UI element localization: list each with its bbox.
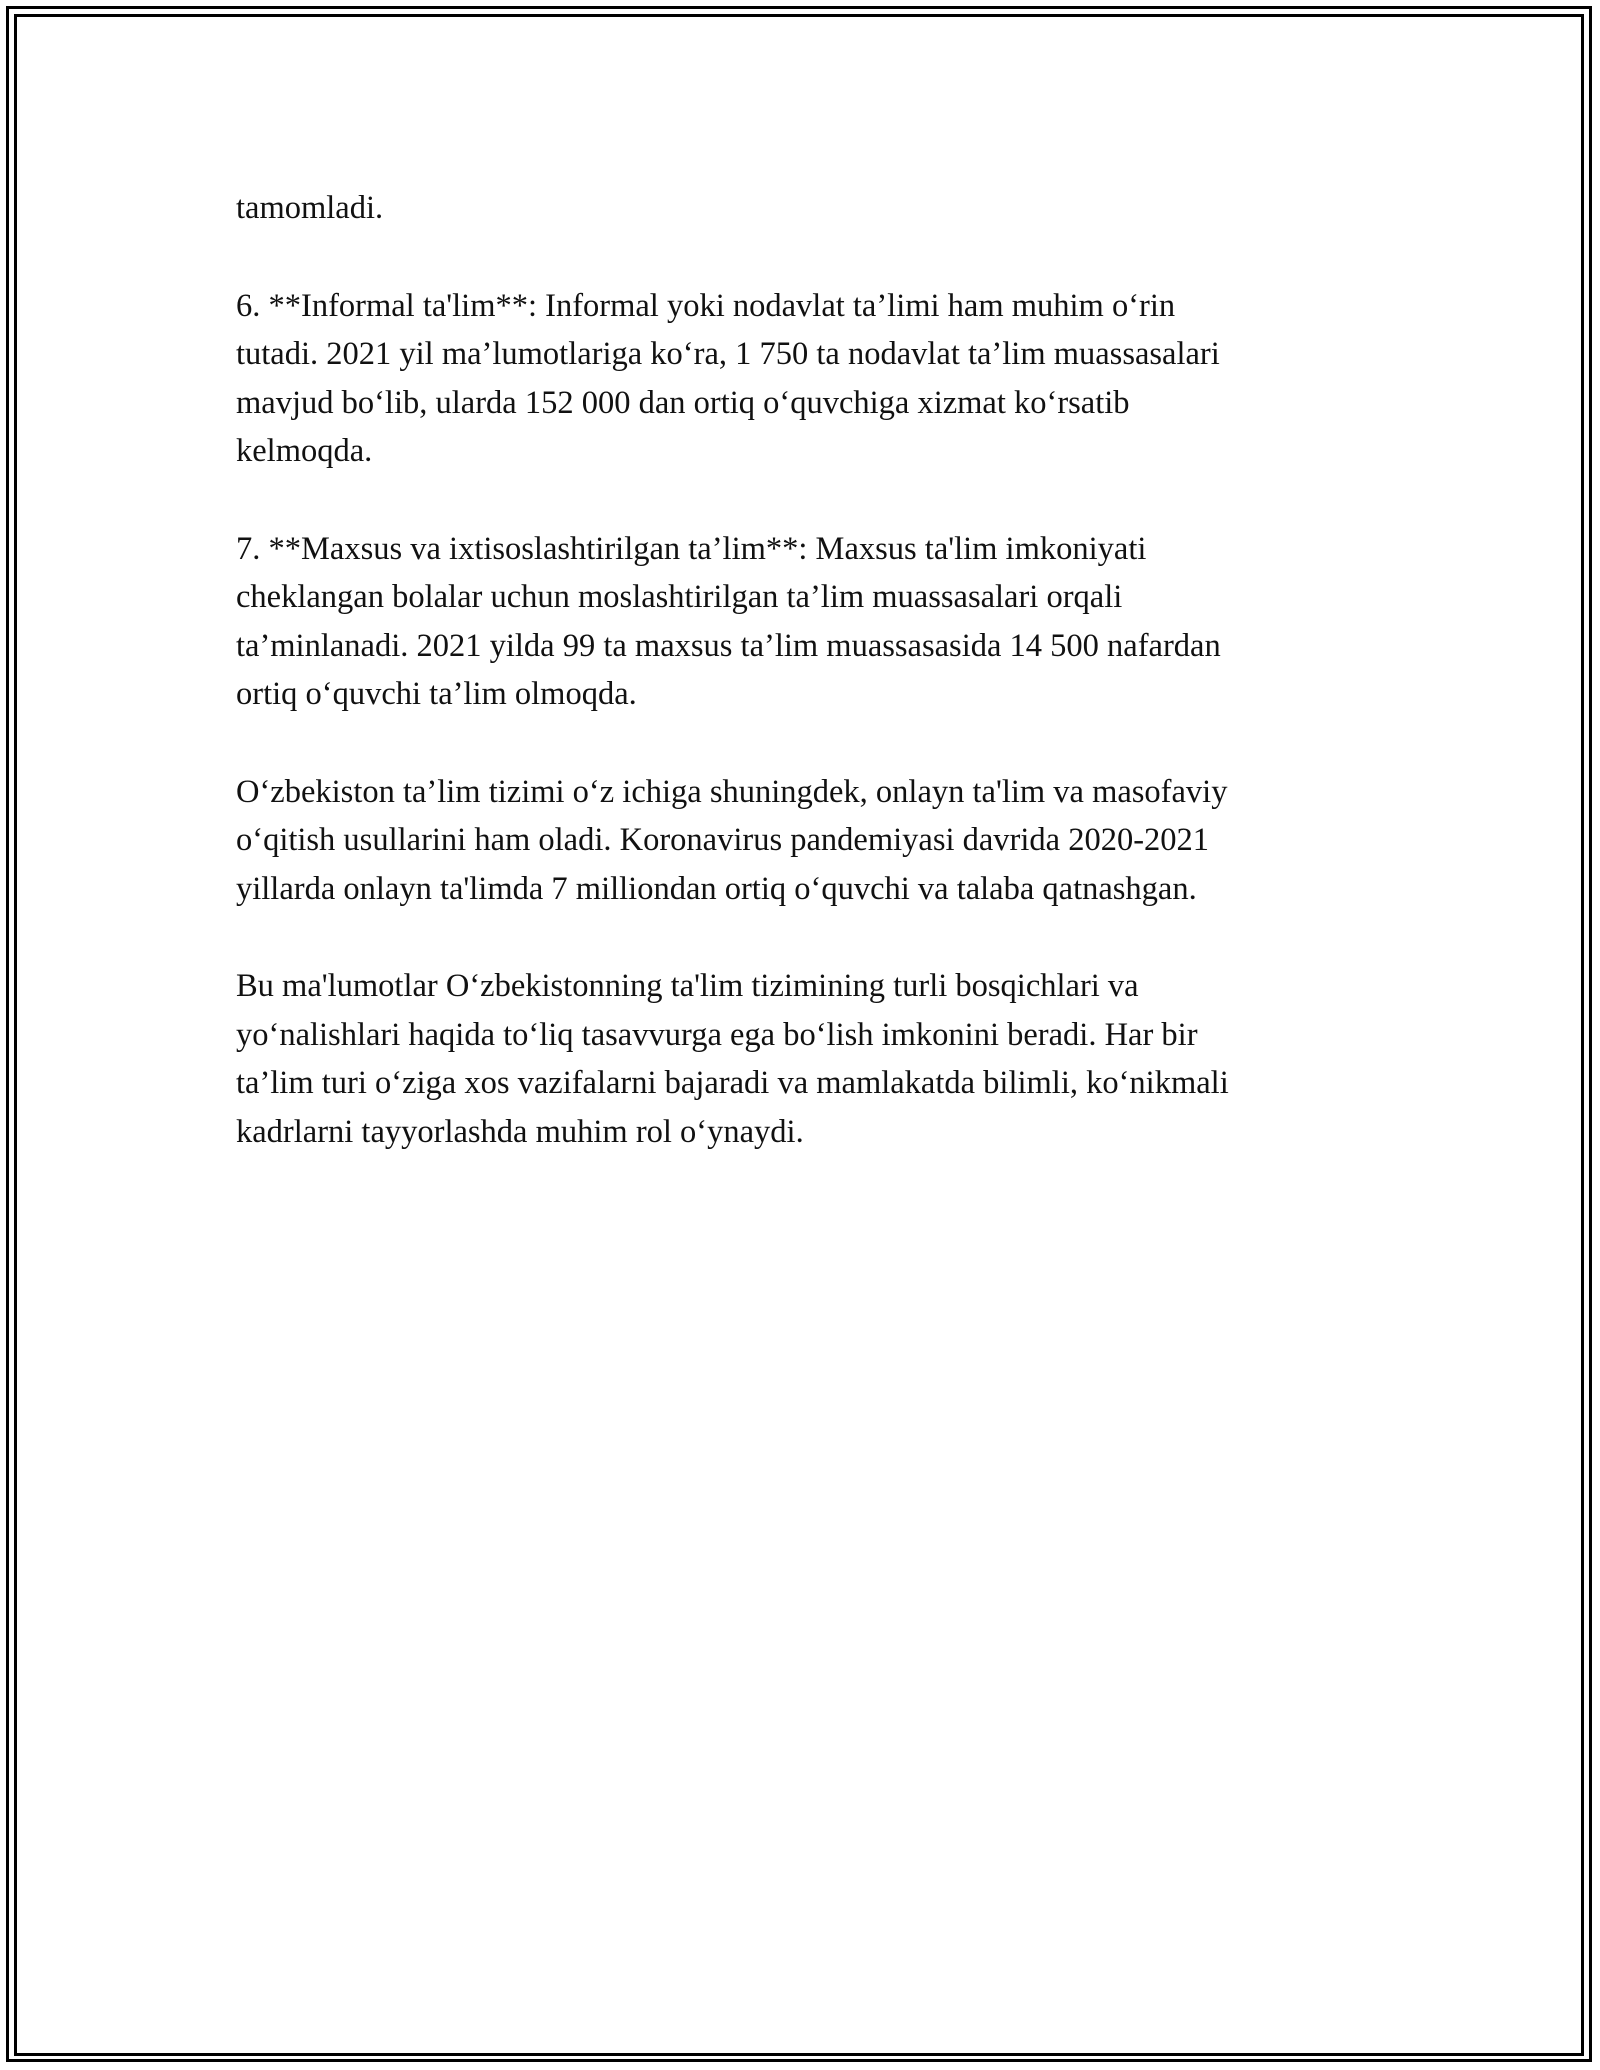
text-line: O‘zbekiston ta’lim tizimi o‘z ichiga shuningdek, onlayn ta'lim va masofaviy — [236, 773, 1228, 810]
text-line: o‘qitish usullarini ham oladi. Koronavirus pandemiyasi davrida 2020-2021 — [236, 822, 1210, 858]
text-line: tamomladi. — [236, 190, 384, 226]
text-line: ortiq o‘quvchi ta’lim olmoqda. — [236, 676, 637, 712]
text-line: ta’minlanadi. 2021 yilda 99 ta maxsus ta’lim muassasasida 14 500 nafardan — [236, 627, 1221, 664]
paragraph-special-education — [236, 525, 1376, 719]
text-line: yillarda onlayn ta'limda 7 milliondan ortiq o‘quvchi va talaba qatnashgan. — [236, 870, 1197, 907]
text-line: tutadi. 2021 yil ma’lumotlariga ko‘ra, 1 750 ta nodavlat ta’lim muassasalari — [236, 336, 1220, 372]
text-line: yo‘nalishlari haqida to‘liq tasavvurga ega bo‘lish imkonini beradi. Har bir — [236, 1016, 1198, 1053]
text-line: kadrlarni tayyorlashda muhim rol o‘ynaydi. — [236, 1113, 804, 1150]
paragraph-online-education — [236, 768, 1376, 914]
document-body — [236, 184, 1376, 1205]
text-line: Bu ma'lumotlar O‘zbekistonning ta'lim tizimining turli bosqichlari va — [236, 968, 1139, 1004]
text-line: 7. **Maxsus va ixtisoslashtirilgan ta’lim**: Maxsus ta'lim imkoniyati — [236, 530, 1147, 567]
text-line: ta’lim turi o‘ziga xos vazifalarni bajaradi va mamlakatda bilimli, ko‘nikmali — [236, 1065, 1229, 1101]
paragraph-informal-education — [236, 282, 1376, 476]
text-line: mavjud bo‘lib, ularda 152 000 dan ortiq o‘quvchiga xizmat ko‘rsatib — [236, 384, 1130, 421]
text-line: 6. **Informal ta'lim**: Informal yoki nodavlat ta’limi ham muhim o‘rin — [236, 287, 1176, 324]
text-line: kelmoqda. — [236, 433, 373, 469]
paragraph-conclusion — [236, 962, 1376, 1156]
paragraph-continuation — [236, 184, 1376, 233]
text-line: cheklangan bolalar uchun moslashtirilgan ta’lim muassasalari orqali — [236, 579, 1123, 615]
